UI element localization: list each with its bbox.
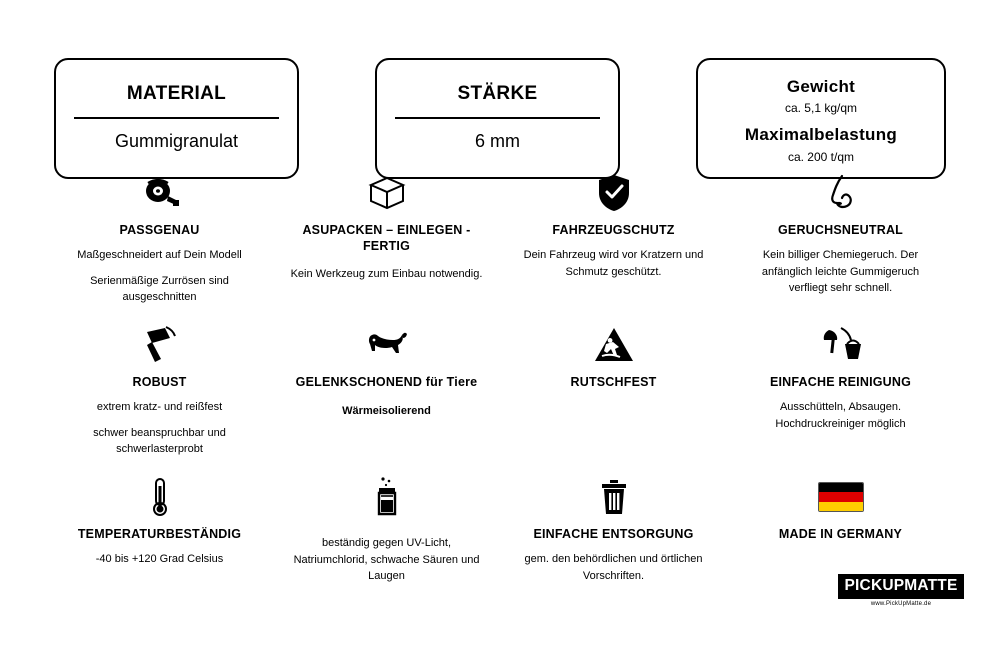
spec-weight-value: ca. 5,1 kg/qm — [784, 101, 858, 116]
logo-wordmark: PICKUPMATTE — [838, 574, 964, 599]
logo-url: www.PickUpMatte.de — [870, 601, 932, 607]
beaker-icon — [371, 474, 403, 520]
spec-box-material — [54, 58, 299, 179]
feature-line: Maßgeschneidert auf Dein Modell — [77, 249, 242, 262]
feature-title: ROBUST — [132, 375, 187, 389]
feature-geruchsneutral — [729, 170, 952, 322]
feature-title: MADE IN GERMANY — [778, 527, 903, 541]
spec-divider — [74, 117, 279, 119]
feature-title: EINFACHE REINIGUNG — [769, 375, 912, 389]
feature-line: -40 bis +120 Grad Celsius — [95, 553, 224, 566]
feature-line: Ausschütteln, Absaugen. Hochdruckreiniger möglich — [775, 401, 906, 430]
feature-line: Wärmeisolierend — [342, 405, 431, 418]
feature-title: GELENKSCHONEND für Tiere — [295, 375, 478, 389]
feature-line: schwer beanspruchbar und schwerlasterprobt — [93, 426, 226, 456]
thermometer-icon — [147, 474, 173, 520]
feature-title: ASUPACKEN – EINLEGEN - FERTIG — [302, 223, 471, 254]
package-box-icon — [368, 170, 406, 216]
feature-chemikalien — [275, 474, 498, 626]
tape-measure-icon — [140, 170, 180, 216]
feature-line: extrem kratz- und reißfest — [96, 401, 223, 414]
feature-title: EINFACHE ENTSORGUNG — [533, 527, 694, 541]
feature-gelenkschonend — [275, 322, 498, 474]
feature-title: RUTSCHFEST — [570, 375, 657, 389]
dog-icon — [366, 322, 408, 368]
spec-box-weight-load — [696, 58, 946, 179]
feature-line: Serienmäßige Zurrösen sind ausgeschnitten — [90, 274, 229, 304]
spec-material-title: MATERIAL — [126, 82, 227, 104]
spec-maxload-value: ca. 200 t/qm — [787, 149, 855, 164]
feature-reinigung — [729, 322, 952, 474]
trash-bin-icon — [597, 474, 631, 520]
feature-passgenau — [48, 170, 271, 322]
shield-check-icon — [597, 170, 631, 216]
feature-title: PASSGENAU — [119, 223, 200, 237]
feature-title: TEMPERATURBESTÄNDIG — [77, 527, 242, 541]
feature-grid — [48, 170, 952, 626]
brand-logo — [838, 574, 964, 607]
feature-line: beständig gegen UV-Licht, Natriumchlorid, schwache Säuren und Laugen — [293, 537, 480, 582]
spec-box-thickness — [375, 58, 620, 179]
hammer-icon — [139, 322, 181, 368]
feature-auspacken — [275, 170, 498, 322]
broom-bucket-icon — [819, 322, 863, 368]
spec-divider — [395, 117, 600, 119]
feature-title: FAHRZEUGSCHUTZ — [552, 223, 675, 237]
feature-entsorgung — [502, 474, 725, 626]
spec-thickness-title: STÄRKE — [457, 82, 538, 104]
feature-rutschfest — [502, 322, 725, 474]
spec-box-row — [54, 58, 946, 179]
spec-thickness-value: 6 mm — [475, 130, 520, 151]
feature-line: Dein Fahrzeug wird vor Kratzern und Schmutz geschützt. — [523, 249, 704, 278]
feature-title: GERUCHSNEUTRAL — [777, 223, 904, 237]
feature-line: gem. den behördlichen und örtlichen Vorschriften. — [524, 553, 703, 582]
nose-icon — [825, 170, 857, 216]
german-flag-icon — [818, 474, 864, 520]
feature-fahrzeugschutz — [502, 170, 725, 322]
spec-weight-title: Gewicht — [786, 77, 856, 96]
feature-line: Kein billiger Chemiegeruch. Der anfänglich leichte Gummigeruch verfliegt sehr schnell. — [761, 249, 920, 295]
spec-maxload-title: Maximalbelastung — [744, 125, 898, 145]
feature-temperatur — [48, 474, 271, 626]
slip-warning-icon — [593, 322, 635, 368]
feature-robust — [48, 322, 271, 474]
feature-line: Kein Werkzeug zum Einbau notwendig. — [290, 267, 483, 280]
spec-material-value: Gummigranulat — [114, 130, 239, 151]
